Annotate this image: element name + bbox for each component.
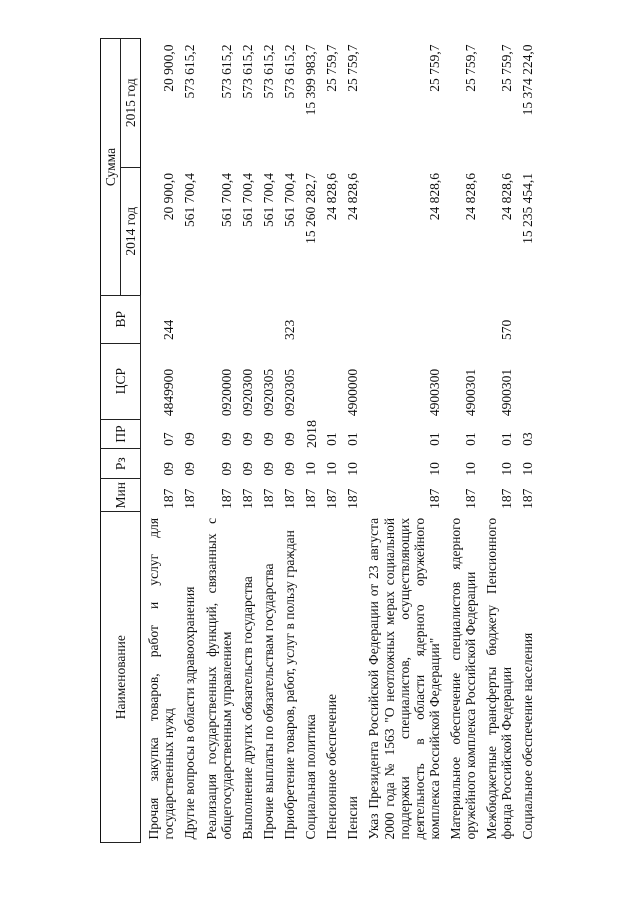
row-min: 187 (426, 488, 442, 509)
row-name: Межбюджетные трансферты бюджету Пенсионного фонда Российской Федерации (484, 517, 515, 840)
row-vr (515, 295, 536, 343)
row-min: 187 (463, 488, 479, 509)
table-row (256, 39, 277, 843)
row-vr (177, 295, 198, 343)
row-sum-2014: 24 828,6 (324, 173, 340, 221)
row-pr: 01 (345, 432, 361, 446)
row-rz: 10 (499, 462, 515, 476)
row-pr: 09 (218, 432, 234, 446)
row-csr: 4900300 (426, 368, 442, 417)
row-name: Приобретение товаров, работ, услуг в пользу граждан (281, 530, 297, 840)
row-csr (298, 343, 319, 419)
row-sum-2015: 25 759,7 (463, 44, 479, 92)
budget-table (100, 38, 537, 843)
row-rz: 10 (520, 462, 536, 476)
row-vr (361, 295, 443, 343)
table-row (298, 39, 319, 843)
rotated-table-container (100, 38, 580, 843)
table-row (277, 39, 298, 843)
row-sum-2014: 561 700,4 (239, 173, 255, 228)
row-sum-2014: 561 700,4 (218, 173, 234, 228)
header-pr: ПР (101, 419, 141, 449)
row-vr (199, 295, 235, 343)
row-vr (256, 295, 277, 343)
row-name: Реализация государственных функций, связанных с общегосударственным управлением (203, 517, 234, 840)
table-row (479, 39, 515, 843)
row-sum-2015: 573 615,2 (281, 44, 297, 99)
row-name: Пенсии (345, 796, 361, 840)
row-name: Выполнение других обязательств государства (239, 576, 255, 840)
row-sum-2014: 20 900,0 (161, 173, 177, 221)
row-pr: 01 (463, 432, 479, 446)
row-sum-2014: 15 235 454,1 (520, 173, 536, 244)
row-name: Социальная политика (303, 714, 319, 840)
row-rz: 09 (182, 462, 198, 476)
row-min: 187 (161, 488, 177, 509)
table-row (361, 39, 443, 843)
row-csr (177, 343, 198, 419)
table-body (141, 39, 537, 843)
row-min: 187 (281, 488, 297, 509)
row-vr (235, 295, 256, 343)
header-name: Наименование (101, 512, 141, 843)
row-csr: 0920000 (218, 368, 234, 417)
header-min: Мин (101, 479, 141, 512)
row-rz: 09 (239, 462, 255, 476)
row-name: Указ Президента Российской Федерации от 23 августа 2000 года № 1563 "О неотложных мерах социальной поддержки специалистов, осуществляющих деятельность в области ядерного оружейного комплекса Российской Федерации" (366, 517, 442, 840)
row-name: Другие вопросы в области здравоохранения (182, 586, 198, 840)
row-vr (340, 295, 361, 343)
row-csr: 4900301 (499, 368, 515, 417)
row-vr: 570 (499, 319, 515, 341)
table-header (101, 39, 141, 843)
row-pr: 09 (182, 432, 198, 446)
table-row (235, 39, 256, 843)
row-pr: 01 (324, 432, 340, 446)
table-row (319, 39, 340, 843)
row-rz: 10 (345, 462, 361, 476)
header-csr: ЦСР (101, 343, 141, 419)
row-vr (443, 295, 479, 343)
header-sum: Сумма (101, 39, 121, 296)
row-sum-2014: 561 700,4 (260, 173, 276, 228)
row-sum-2015: 25 759,7 (345, 44, 361, 92)
row-pr: 09 (281, 432, 297, 446)
row-min: 187 (520, 488, 536, 509)
row-sum-2015: 573 615,2 (260, 44, 276, 99)
row-vr: 323 (281, 319, 297, 341)
row-min: 187 (239, 488, 255, 509)
row-vr (319, 295, 340, 343)
row-name: Прочая закупка товаров, работ и услуг для государственных нужд (146, 517, 177, 840)
row-csr (319, 343, 340, 419)
row-vr (298, 295, 319, 343)
row-name: Прочие выплаты по обязательствам государства (260, 563, 276, 840)
row-csr: 4900000 (345, 368, 361, 417)
table-row (177, 39, 198, 843)
row-sum-2014: 24 828,6 (345, 173, 361, 221)
header-rz: Рз (101, 449, 141, 479)
row-rz: 09 (260, 462, 276, 476)
row-csr: 4900301 (463, 368, 479, 417)
row-pr (298, 419, 319, 449)
table-row (443, 39, 479, 843)
row-sum-2015: 25 759,7 (324, 44, 340, 92)
header-vr: ВР (101, 295, 141, 343)
row-rz: 09 (218, 462, 234, 476)
row-sum-2014: 24 828,6 (463, 173, 479, 221)
row-min: 187 (303, 488, 319, 509)
row-vr: 244 (161, 319, 177, 341)
table-row (141, 39, 178, 843)
row-sum-2014: 561 700,4 (281, 173, 297, 228)
row-name: Пенсионное обеспечение (324, 693, 340, 840)
page-number: 2018 (305, 420, 320, 448)
row-rz: 09 (281, 462, 297, 476)
row-min: 187 (499, 488, 515, 509)
row-rz: 10 (463, 462, 479, 476)
row-name: Материальное обеспечение специалистов ядерного оружейного комплекса Российской Федерации (447, 517, 479, 840)
row-pr: 03 (520, 432, 536, 446)
table-row (340, 39, 361, 843)
row-min: 187 (260, 488, 276, 509)
row-sum-2015: 15 399 983,7 (303, 44, 319, 116)
row-rz: 10 (324, 462, 340, 476)
row-csr (515, 343, 536, 419)
row-sum-2015: 20 900,0 (161, 44, 177, 92)
row-min: 187 (182, 488, 198, 509)
row-csr: 4849900 (161, 368, 177, 417)
row-pr: 07 (161, 432, 177, 446)
row-csr: 0920305 (260, 368, 276, 417)
row-sum-2014: 15 260 282,7 (303, 173, 319, 244)
row-rz: 10 (426, 462, 442, 476)
row-sum-2014: 24 828,6 (426, 173, 442, 221)
row-rz: 10 (303, 462, 319, 476)
table-row (515, 39, 536, 843)
row-sum-2015: 573 615,2 (239, 44, 255, 99)
row-pr: 01 (426, 432, 442, 446)
header-2015: 2015 год (121, 39, 141, 168)
row-sum-2015: 573 615,2 (218, 44, 234, 99)
table-row (199, 39, 235, 843)
row-min: 187 (345, 488, 361, 509)
row-pr: 01 (499, 432, 515, 446)
row-sum-2015: 25 759,7 (499, 44, 515, 92)
row-csr: 0920300 (239, 368, 255, 417)
row-sum-2015: 15 374 224,0 (520, 44, 536, 116)
row-sum-2015: 25 759,7 (426, 44, 442, 92)
row-csr: 0920305 (281, 368, 297, 417)
header-2014: 2014 год (121, 167, 141, 295)
row-rz: 09 (161, 462, 177, 476)
row-name: Социальное обеспечение населения (520, 632, 536, 840)
row-min: 187 (218, 488, 234, 509)
row-pr: 09 (260, 432, 276, 446)
row-pr: 09 (239, 432, 255, 446)
row-sum-2014: 24 828,6 (499, 173, 515, 221)
row-sum-2015: 573 615,2 (182, 44, 198, 99)
row-min: 187 (324, 488, 340, 509)
row-sum-2014: 561 700,4 (182, 173, 198, 228)
